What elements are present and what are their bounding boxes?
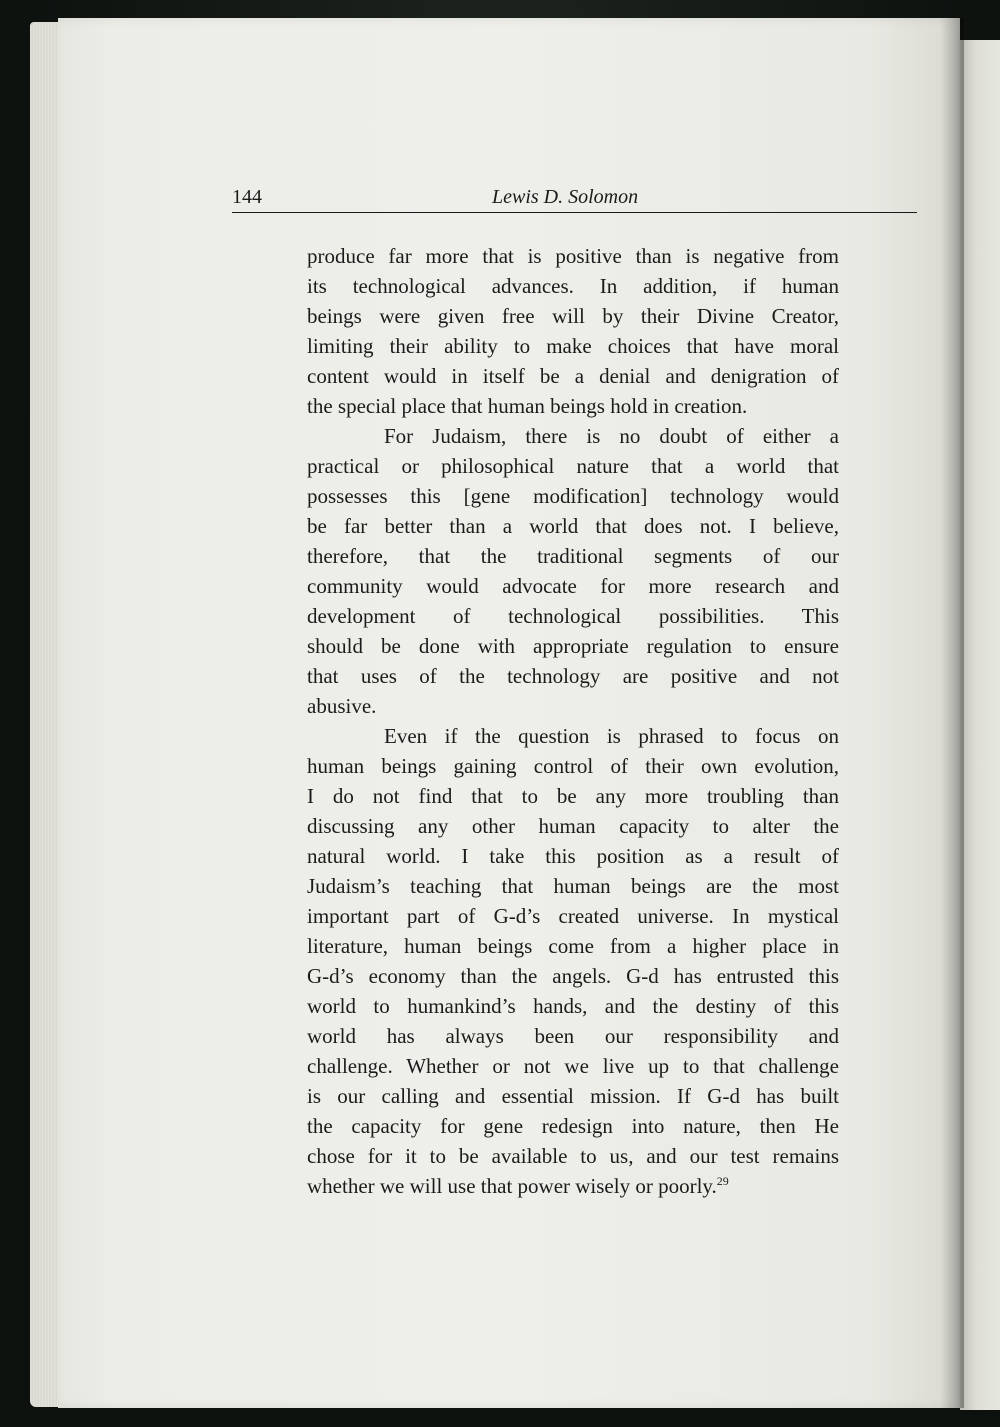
text-line: literature, human beings come from a higher place in bbox=[307, 934, 839, 958]
running-head-author: Lewis D. Solomon bbox=[492, 186, 639, 208]
text-line: beings were given free will by their Divine Creator, bbox=[307, 304, 839, 328]
text-line: natural world. I take this position as a result of bbox=[307, 844, 839, 868]
text-line: should be done with appropriate regulation to ensure bbox=[307, 634, 839, 658]
facing-page-edge bbox=[960, 40, 1000, 1410]
footnote-marker: 29 bbox=[716, 1174, 729, 1188]
final-sentence: whether we will use that power wisely or poorly. bbox=[307, 1174, 717, 1198]
text-line: G-d’s economy than the angels. G-d has entrusted this bbox=[307, 964, 839, 988]
text-line: be far better than a world that does not. I believe, bbox=[307, 514, 839, 538]
text-line: the capacity for gene redesign into nature, then He bbox=[307, 1114, 839, 1138]
text-line: world to humankind’s hands, and the destiny of this bbox=[307, 994, 839, 1018]
text-line: is our calling and essential mission. If G-d has built bbox=[307, 1084, 839, 1108]
text-line: produce far more that is positive than is negative from bbox=[307, 244, 839, 268]
text-line: content would in itself be a denial and denigration of bbox=[307, 364, 839, 388]
body-text bbox=[307, 241, 839, 1201]
text-line: that uses of the technology are positive and not bbox=[307, 664, 839, 688]
paragraph-first-line: Even if the question is phrased to focus on bbox=[384, 724, 839, 748]
text-line: world has always been our responsibility and bbox=[307, 1024, 839, 1048]
text-line: limiting their ability to make choices that have moral bbox=[307, 334, 839, 358]
book-gutter-shadow bbox=[940, 18, 964, 1408]
text-line: discussing any other human capacity to alter the bbox=[307, 814, 839, 838]
text-line-final bbox=[307, 1171, 839, 1201]
text-line: development of technological possibilities. This bbox=[307, 604, 839, 628]
running-head bbox=[232, 186, 917, 213]
text-line: abusive. bbox=[307, 694, 377, 718]
text-line: community would advocate for more research and bbox=[307, 574, 839, 598]
text-line: important part of G-d’s created universe. In mystical bbox=[307, 904, 839, 928]
text-line: challenge. Whether or not we live up to that challenge bbox=[307, 1054, 839, 1078]
text-line: practical or philosophical nature that a world that bbox=[307, 454, 839, 478]
paragraph-first-line: For Judaism, there is no doubt of either a bbox=[384, 424, 839, 448]
text-line: therefore, that the traditional segments of our bbox=[307, 544, 839, 568]
page-number: 144 bbox=[232, 186, 262, 208]
text-line: chose for it to be available to us, and our test remains bbox=[307, 1144, 839, 1168]
text-line: its technological advances. In addition, if human bbox=[307, 274, 839, 298]
text-line: I do not find that to be any more troubling than bbox=[307, 784, 839, 808]
text-line: Judaism’s teaching that human beings are the most bbox=[307, 874, 839, 898]
text-line: human beings gaining control of their own evolution, bbox=[307, 754, 839, 778]
text-line: the special place that human beings hold in creation. bbox=[307, 394, 748, 418]
text-line: possesses this [gene modification] technology would bbox=[307, 484, 839, 508]
